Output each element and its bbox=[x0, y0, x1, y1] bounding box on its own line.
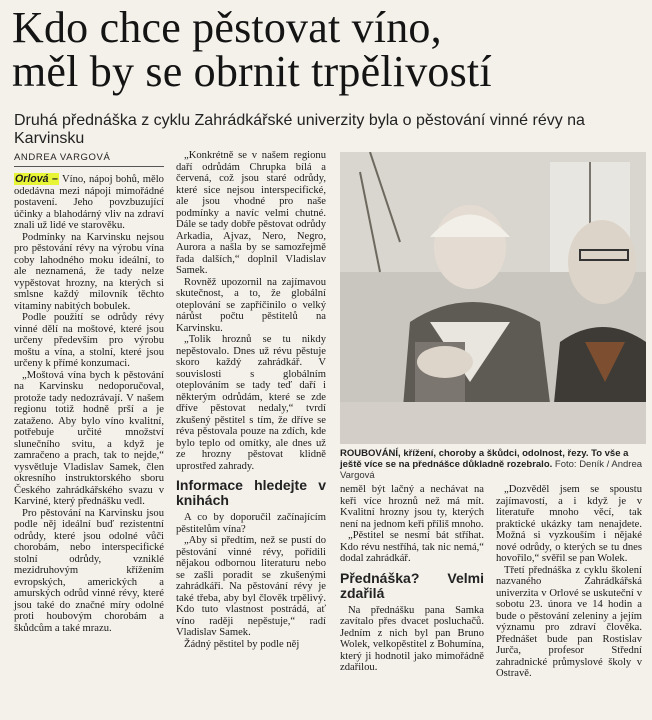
subhead-informace: Informace hledejte v knihách bbox=[176, 477, 326, 508]
paragraph: Pro pěstování na Karvinsku jsou podle něj ideální buď rezistentní odrůdy, které jsou odolné vůči chorobám, nebo interspecifické stolní odrůdy, vzniklé mezidruhovým křížením evropských, amerických a amurských odrůd vinné révy, které jsou také do značné míry odolné proti houbovým chorobám a škůdcům a také mrazu. bbox=[14, 507, 164, 634]
photo-two-men bbox=[340, 152, 646, 444]
paragraph: Podmínky na Karvinsku nejsou pro pěstování révy na výrobu vína coby lahodného moku ideální, to ale neznamená, že tady nelze vypěstovat hrozny, na kterých si smlsne každý milovník těchto vitaminy nabitých bobulek. bbox=[14, 231, 164, 312]
paragraph: Orlová – Víno, nápoj bohů, mělo odedávna mezi nápoji mimořádné postavení. Jeho povzbuzující účinky a blahodárný vliv na zdraví znali už lidé ve starověku. bbox=[14, 173, 164, 231]
subhead-prednaska: Přednáška? Velmi zdařilá bbox=[340, 569, 484, 601]
paragraph: „Aby si předtím, než se pustí do pěstování vinné révy, pořídili nějakou odbornou literaturu nebo se zašli poradit se zkušenými zahrádkáři. Na pěstování révy je také třeba, aby byl člověk trpělivý. Kdo tuto vlastnost postrádá, ať víno raději nepěstuje,“ radí Vladislav Samek. bbox=[176, 535, 326, 638]
caption-credit: Foto: Deník / Andrea Vargová bbox=[340, 459, 643, 481]
paragraph: Podle použití se odrůdy révy vinné dělí na moštové, které jsou určeny především pro výrobu moštu a vína, a stolní, které jsou určeny k přímé konzumaci. bbox=[14, 312, 164, 369]
paragraph: „Pěstitel se nesmí bát stříhat. Kdo révu nestříhá, tak nic nemá,“ dodal zahrádkář. bbox=[340, 530, 484, 564]
paragraph: „Moštová vína bych k pěstování na Karvinsku nedoporučoval, protože tady nedozrávají. V našem regionu totiž hodně prší a je zataženo. Aby bylo víno kvalitní, potřebuje určité množství slunečního svitu, a když je zamračeno a prach, tak to nejde,“ vysvětluje Vladislav Samek, člen okresního instruktorského sboru Českého zahrádkářského svazu v Karviné, který přednášku vedl. bbox=[14, 369, 164, 507]
photo-caption bbox=[340, 448, 646, 481]
byline: ANDREA VARGOVÁ bbox=[14, 152, 111, 163]
subtitle: Druhá přednáška z cyklu Zahrádkářské univerzity byla o pěstování vinné révy na Karvinsku bbox=[14, 112, 585, 147]
headline: Kdo chce pěstovat víno, měl by se obrnit trpělivostí bbox=[12, 3, 492, 96]
paragraph: neměl být lačný a nechávat na keři více hroznů než má mít. Kvalitní hrozny jsou ty, kterých není na jednom keři příliš mnoho. bbox=[340, 484, 484, 530]
paragraph: A co by doporučil začínajícím pěstitelům vína? bbox=[176, 512, 326, 535]
dateline: Orlová – bbox=[15, 173, 58, 185]
paragraph: Žádný pěstitel by podle něj bbox=[184, 638, 300, 650]
byline-rule bbox=[14, 166, 164, 167]
paragraph: „Tolik hroznů se tu nikdy nepěstovalo. Dnes už révu pěstuje skoro každý zahrádkář. V souvislosti s globálním oteplováním se tady teď daří i některým odrůdám, které se zde dříve pěstovat nedaly,“ tvrdí zkušený pěstitel s tím, že dříve se réva pěstovala pouze na zdích, kde bylo teplo od omítky, ale dnes už ze hrozny pěstovat klidně uprostřed zahrady. bbox=[176, 334, 326, 472]
paragraph: Rovněž upozornil na zajímavou skutečnost, a to, že globální oteplování se zapříčinilo o velký nárůst počtu pěstitelů na Karvinsku. bbox=[176, 276, 326, 334]
paragraph: Třetí přednáška z cyklu školení nazvaného Zahrádkářská univerzita v Orlové se uskuteční v sobotu 23. února ve 14 hodin a bude o pěstování zeleniny a jejím významu pro zdraví člověka. Přednášet bude pan Rostislav Jurča, profesor Střední zahradnické průmyslové školy v Ostravě. bbox=[496, 564, 642, 679]
article-column-3 bbox=[340, 484, 484, 674]
article-column-2 bbox=[176, 150, 326, 650]
paragraph: „Dozvěděl jsem se spoustu zajímavostí, a i když je v literatuře mnoho věcí, tak praktické ukázky tam nenajdete. Možná si vyzkouším i nějaké nové odrůdy, o kterých se tu dnes hovořilo,“ svěřil se pan Wolek. bbox=[496, 484, 642, 564]
article-column-1 bbox=[14, 174, 164, 634]
photo-illustration bbox=[340, 152, 646, 444]
paragraph: Na přednášku pana Samka zavítalo přes dvacet posluchačů. Jedním z nich byl pan Bruno Wolek, velkopěstitel z Bohumína, který ji hodnotil jako mimořádně zdařilou. bbox=[340, 604, 484, 673]
caption-text: ROUBOVÁNÍ, křížení, choroby a škůdci, odolnost, řezy. To vše a ještě více se na přednášce důkladně rozebralo. bbox=[340, 448, 629, 470]
paragraph: „Konkrétně se v našem regionu daří odrůdám Chrupka bílá a červená, což jsou staré odrůdy, které sice nejsou interspecifické, ale jsou vhodné pro naše podmínky a navíc velmi chutné. Dále se tady dobře pěstovat odrůdy Arkadia, Ajvaz, Nero, Negro, Aurora a našla by se samozřejmě řada dalších,“ doplnil Vladislav Samek. bbox=[176, 150, 326, 276]
article-column-4 bbox=[496, 484, 642, 680]
